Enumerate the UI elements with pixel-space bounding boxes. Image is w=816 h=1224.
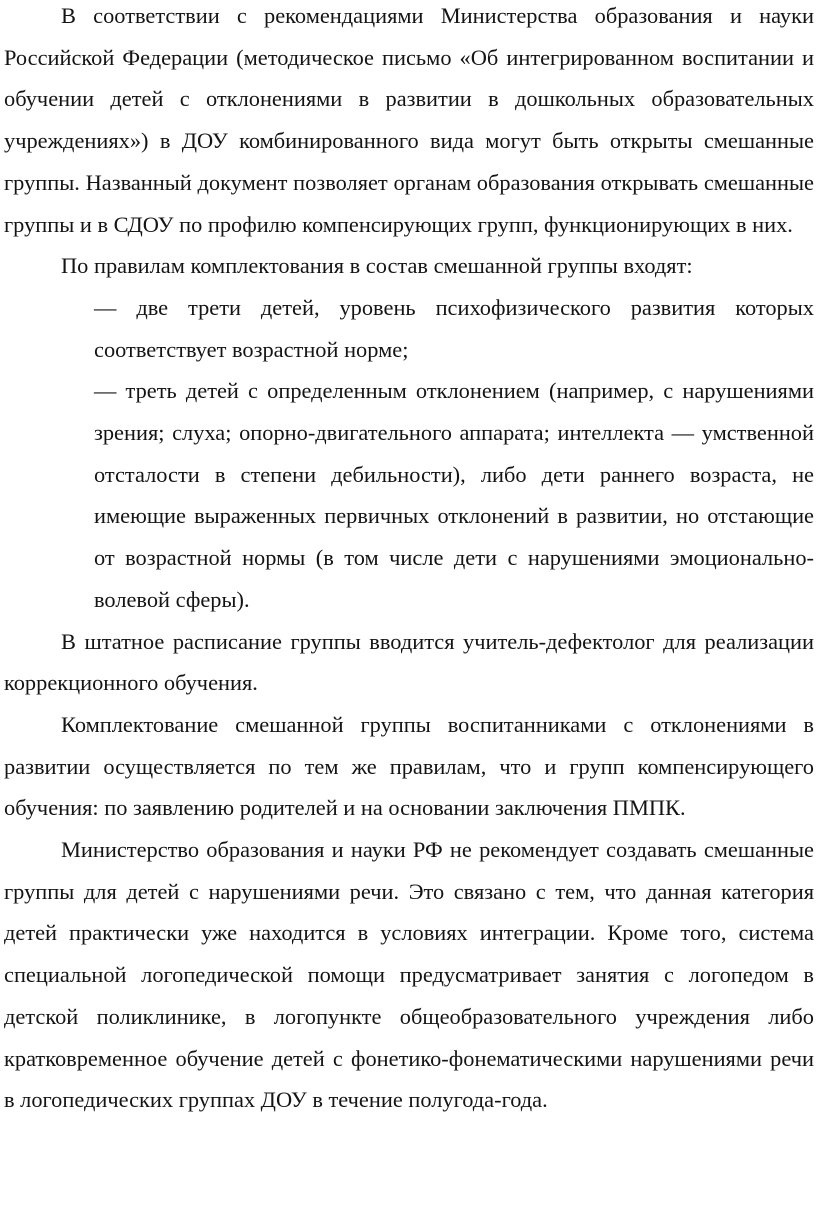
- paragraph-enrollment: Комплектование смешанной группы воспитанниками с отклонениями в развитии осуществляется по тем же правилам, что и групп компенсирующего обучения: по заявлению родителей и на основании заключения ПМПК.: [4, 711, 814, 821]
- paragraph-defectologist: В штатное расписание группы вводится учитель-дефектолог для реализации коррекционного обучения.: [4, 628, 814, 696]
- list-item-two-thirds: — две трети детей, уровень психофизического развития которых соответствует возрастной норме;: [94, 294, 814, 362]
- paragraph-mixed-groups-intro: В соответствии с рекомендациями Министерства образования и науки Российской Федерации (методическое письмо «Об интегрированном воспитании и обучении детей с отклонениями в развитии в дошкольных образовательных учреждениях») в ДОУ комбинированного вида могут быть открыты смешанные группы. Названный документ позволяет органам образования открывать смешанные группы и в СДОУ по профилю компенсирующих групп, функционирующих в них.: [4, 3, 814, 237]
- paragraph-speech-disorders: Министерство образования и науки РФ не рекомендует создавать смешанные группы для детей с нарушениями речи. Это связано с тем, что данная категория детей практически уже находится в условиях интеграции. Кроме того, система специальной логопедической помощи предусматривает занятия с логопедом в детской поликлинике, в логопункте общеобразовательного учреждения либо кратковременное обучение детей с фонетико-фонематическими нарушениями речи в логопедических группах ДОУ в течение полугода-года.: [4, 837, 814, 1113]
- list-item-one-third: — треть детей с определенным отклонением (например, с нарушениями зрения; слуха; опорно-двигательного аппарата; интеллекта — умственной отсталости в степени дебильности), либо дети раннего возраста, не имеющие выраженных первичных отклонений в развитии, но отстающие от возрастной нормы (в том числе дети с нарушениями эмоционально-волевой сферы).: [94, 378, 814, 612]
- paragraph-staffing-rules: По правилам комплектования в состав смешанной группы входят:: [61, 253, 693, 279]
